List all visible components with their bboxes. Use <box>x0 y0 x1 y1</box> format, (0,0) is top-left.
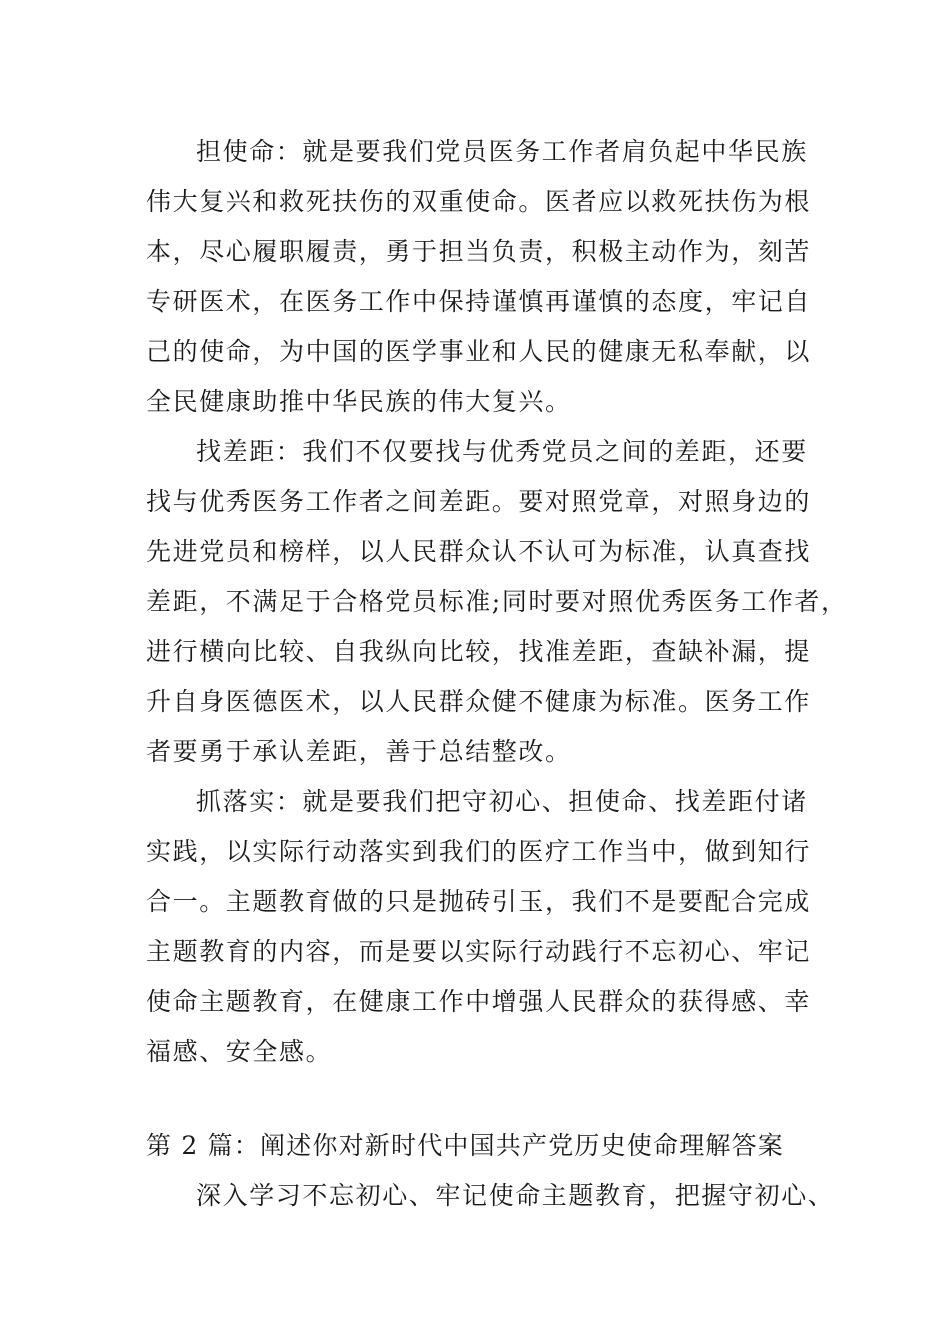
paragraph-line: 找差距：我们不仅要找与优秀党员之间的差距，还要 <box>196 437 808 466</box>
paragraph-gap-finding <box>146 427 848 777</box>
section-spacer <box>146 1077 806 1121</box>
paragraph-line: 合一。主题教育做的只是抛砖引玉，我们不是要配合完成 <box>146 887 812 916</box>
paragraph-line: 深入学习不忘初心、牢记使命主题教育，把握守初心、 <box>196 1181 835 1210</box>
paragraph-line: 全民健康助推中华民族的伟大复兴。 <box>146 387 572 416</box>
paragraph-line: 抓落实：就是要我们把守初心、担使命、找差距付诸 <box>196 787 808 816</box>
paragraph-mission <box>146 127 812 427</box>
document-body <box>146 127 848 1221</box>
paragraph-line: 专研医术，在医务工作中保持谨慎再谨慎的态度，牢记自 <box>146 287 812 316</box>
paragraph-line: 升自身医德医术，以人民群众健不健康为标准。医务工作 <box>146 687 812 716</box>
paragraph-line: 使命主题教育，在健康工作中增强人民群众的获得感、幸 <box>146 987 812 1016</box>
paragraph-line: 先进党员和榜样，以人民群众认不认可为标准，认真查找 <box>146 537 812 566</box>
paragraph-line: 己的使命，为中国的医学事业和人民的健康无私奉献，以 <box>146 337 812 366</box>
paragraph-line: 找与优秀医务工作者之间差距。要对照党章，对照身边的 <box>146 487 812 516</box>
paragraph-line: 者要勇于承认差距，善于总结整改。 <box>146 737 572 766</box>
paragraph-section2-intro <box>146 1171 835 1221</box>
paragraph-line: 担使命：就是要我们党员医务工作者肩负起中华民族 <box>196 137 808 166</box>
section-heading: 第 2 篇：阐述你对新时代中国共产党历史使命理解答案 <box>146 1131 785 1160</box>
paragraph-line: 本，尽心履职履责，勇于担当负责，积极主动作为，刻苦 <box>146 237 812 266</box>
paragraph-implementation <box>146 777 812 1077</box>
paragraph-line: 实践，以实际行动落实到我们的医疗工作当中，做到知行 <box>146 837 812 866</box>
paragraph-line: 伟大复兴和救死扶伤的双重使命。医者应以救死扶伤为根 <box>146 187 812 216</box>
paragraph-line: 差距，不满足于合格党员标准;同时要对照优秀医务工作者， <box>146 587 848 616</box>
paragraph-line: 主题教育的内容，而是要以实际行动践行不忘初心、牢记 <box>146 937 812 966</box>
paragraph-line: 福感、安全感。 <box>146 1037 333 1066</box>
paragraph-line: 进行横向比较、自我纵向比较，找准差距，查缺补漏，提 <box>146 637 812 666</box>
